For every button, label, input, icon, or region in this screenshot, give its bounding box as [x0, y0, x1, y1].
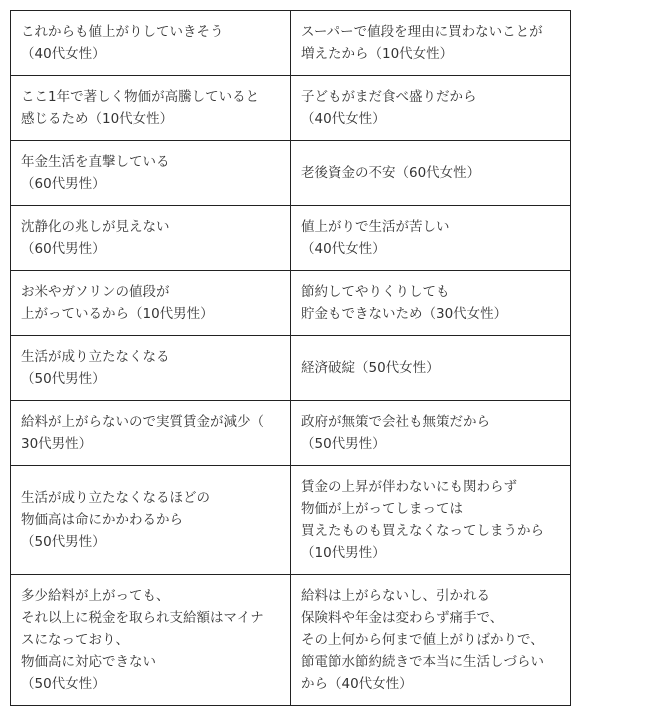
opinion-cell-left [11, 76, 291, 141]
opinion-line: 年金生活を直撃している [21, 154, 170, 170]
opinion-line: 給料が上がらないので実質賃金が減少（ [21, 414, 264, 430]
opinion-line: 給料は上がらないし、引かれる [301, 588, 490, 604]
opinion-cell-left [11, 336, 291, 401]
table-row [11, 11, 571, 76]
table-row [11, 336, 571, 401]
opinion-line: 貯金もできないため（30代女性） [301, 306, 508, 322]
opinion-line: 子どもがまだ食べ盛りだから [301, 89, 477, 105]
opinion-line: スーパーで値段を理由に買わないことが [301, 24, 543, 40]
opinion-line: 節約してやりくりしても [301, 284, 450, 300]
opinion-line: 節電節水節約続きで本当に生活しづらい [301, 654, 544, 670]
opinion-line: 賃金の上昇が伴わないにも関わらず [301, 479, 517, 495]
opinion-line: （10代男性） [301, 545, 386, 561]
opinion-line: 経済破綻（50代女性） [301, 360, 440, 376]
opinion-line: スになっており、 [21, 632, 129, 648]
opinion-cell-left [11, 141, 291, 206]
opinion-line: （40代女性） [21, 46, 106, 62]
opinion-cell-right [291, 76, 571, 141]
opinion-cell-right [291, 271, 571, 336]
opinion-line: （60代男性） [21, 241, 106, 257]
opinion-cell-right [291, 206, 571, 271]
opinions-table [10, 10, 571, 706]
table-row [11, 76, 571, 141]
opinion-line: （40代女性） [301, 111, 386, 127]
opinion-cell-left [11, 11, 291, 76]
opinion-line: 値上がりで生活が苦しい [301, 219, 450, 235]
opinion-line: （50代男性） [21, 371, 106, 387]
opinion-line: （60代男性） [21, 176, 106, 192]
opinion-line: ここ1年で著しく物価が高騰していると [21, 89, 260, 105]
opinion-cell-right [291, 11, 571, 76]
table-row [11, 206, 571, 271]
table-row [11, 575, 571, 706]
opinion-line: 30代男性） [21, 436, 93, 452]
opinion-line: から（40代女性） [301, 676, 413, 692]
opinion-line: お米やガソリンの値段が [21, 284, 170, 300]
opinion-cell-left [11, 401, 291, 466]
opinion-line: 物価が上がってしまっては [301, 501, 463, 517]
opinion-line: 老後資金の不安（60代女性） [301, 165, 481, 181]
opinion-cell-left [11, 466, 291, 575]
opinion-line: 物価高に対応できない [21, 654, 156, 670]
opinion-cell-left [11, 575, 291, 706]
opinion-line: （50代女性） [21, 676, 106, 692]
opinion-cell-left [11, 206, 291, 271]
table-row [11, 141, 571, 206]
opinion-line: これからも値上がりしていきそう [21, 24, 224, 40]
opinion-cell-right [291, 466, 571, 575]
opinion-line: （50代男性） [21, 534, 106, 550]
opinion-line: （40代女性） [301, 241, 386, 257]
opinion-line: 上がっているから（10代男性） [21, 306, 214, 322]
opinion-cell-right [291, 141, 571, 206]
opinion-line: それ以上に税金を取られ支給額はマイナ [21, 610, 264, 626]
opinion-line: 感じるため（10代女性） [21, 111, 174, 127]
opinion-cell-right [291, 336, 571, 401]
opinion-cell-right [291, 401, 571, 466]
opinion-line: その上何から何まで値上がりばかりで、 [301, 632, 544, 648]
table-row [11, 271, 571, 336]
opinion-line: 買えたものも買えなくなってしまうから [301, 523, 544, 539]
opinion-line: 政府が無策で会社も無策だから [301, 414, 490, 430]
opinion-line: 物価高は命にかかわるから [21, 512, 183, 528]
opinion-line: （50代男性） [301, 436, 386, 452]
opinion-line: 沈静化の兆しが見えない [21, 219, 170, 235]
opinion-cell-right [291, 575, 571, 706]
table-row [11, 401, 571, 466]
opinion-line: 多少給料が上がっても、 [21, 588, 170, 604]
table-row [11, 466, 571, 575]
opinion-line: 生活が成り立たなくなる [21, 349, 170, 365]
opinion-cell-left [11, 271, 291, 336]
opinion-line: 増えたから（10代女性） [301, 46, 454, 62]
opinion-line: 生活が成り立たなくなるほどの [21, 490, 210, 506]
opinion-line: 保険料や年金は変わらず痛手で、 [301, 610, 504, 626]
